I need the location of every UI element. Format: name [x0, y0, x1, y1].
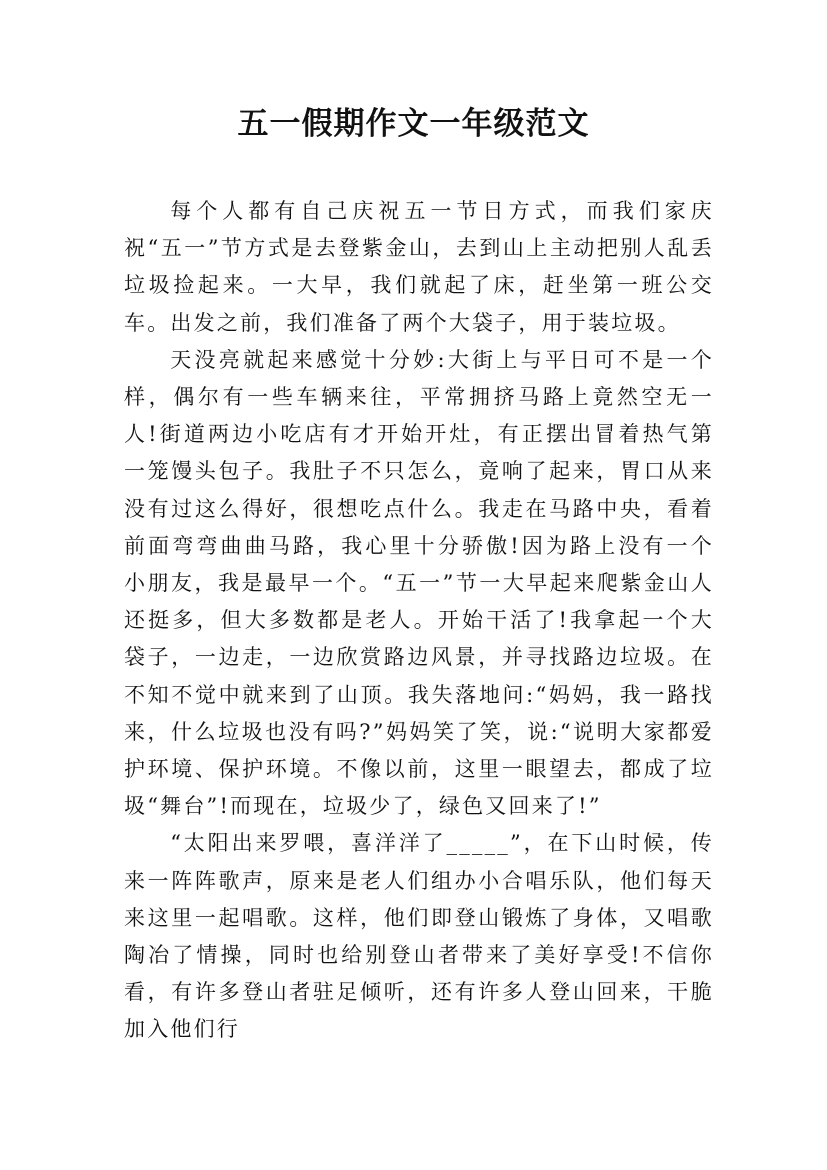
paragraph-2: 天没亮就起来感觉十分妙:大街上与平日可不是一个样，偶尔有一些车辆来往，平常拥挤马路上竟然空无一人!街道两边小吃店有才开始开灶，有正摆出冒着热气第一笼馒头包子。我肚子不只怎么，竟响了起来，胃口从来没有过这么得好，很想吃点什么。我走在马路中央，看着前面弯弯曲曲马路，我心里十分骄傲!因为路上没有一个小朋友，我是最早一个。“五一”节一大早起来爬紫金山人还挺多，但大多数都是老人。开始干活了!我拿起一个大袋子，一边走，一边欣赏路边风景，并寻找路边垃圾。在不知不觉中就来到了山顶。我失落地问:“妈妈，我一路找来，什么垃圾也没有吗?”妈妈笑了笑，说:“说明大家都爱护环境、保护环境。不像以前，这里一眼望去，都成了垃圾“舞台”!而现在，垃圾少了，绿色又回来了!”	[124, 347, 714, 819]
document-body	[124, 193, 714, 1049]
document-title: 五一假期作文一年级范文	[237, 106, 590, 142]
paragraph-1: 每个人都有自己庆祝五一节日方式，而我们家庆祝“五一”节方式是去登紫金山，去到山上主动把别人乱丢垃圾捡起来。一大早，我们就起了床，赶坐第一班公交车。出发之前，我们准备了两个大袋子，用于装垃圾。	[124, 199, 714, 335]
paragraph-3: “太阳出来罗喂，喜洋洋了_____”，在下山时候，传来一阵阵歌声，原来是老人们组办小合唱乐队，他们每天来这里一起唱歌。这样，他们即登山锻炼了身体，又唱歌陶冶了情操，同时也给别登山者带来了美好享受!不信你看，有许多登山者驻足倾听，还有许多人登山回来，干脆加入他们行	[124, 831, 714, 1042]
